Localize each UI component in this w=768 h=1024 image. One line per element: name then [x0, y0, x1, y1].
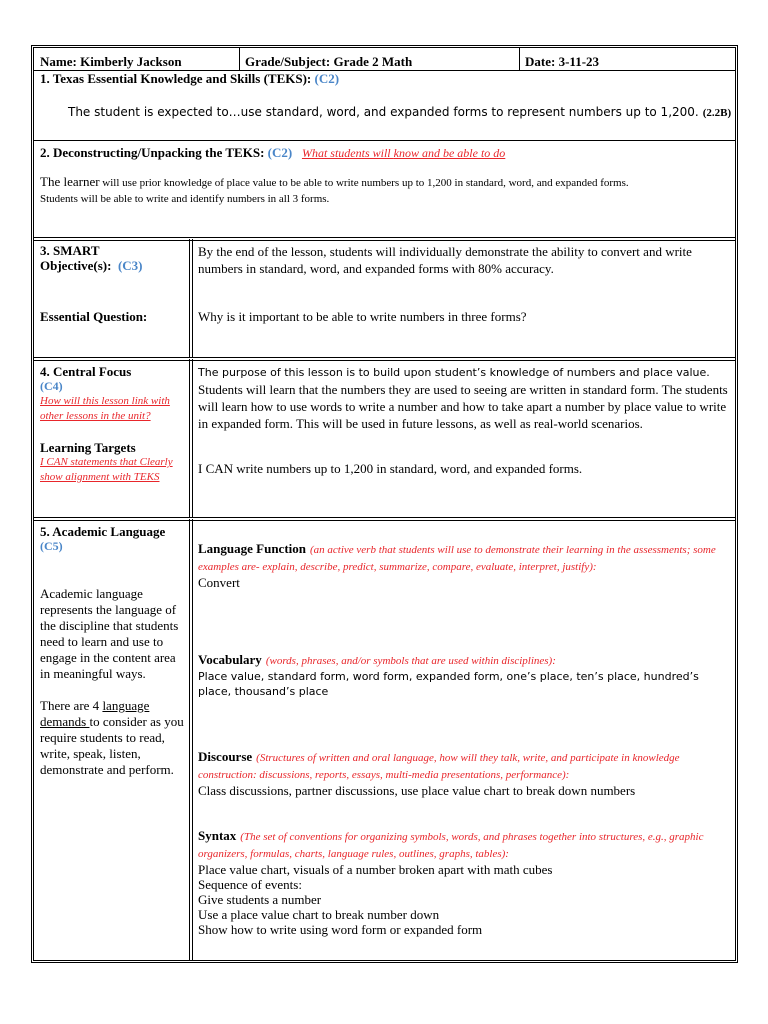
language-function-block — [198, 541, 735, 590]
row-divider — [34, 140, 735, 141]
column-divider — [189, 239, 193, 357]
vocabulary-value: Place value, standard form, word form, expanded form, one’s place, ten’s place, hundred’s place, thousand’s place — [198, 670, 699, 698]
academic-language-description: Academic language represents the language of the discipline that students need to learn and use to engage in the content area in meaningful ways. — [40, 586, 179, 681]
section2-title: 2. Deconstructing/Unpacking the TEKS: (C2) What students will know and be able to do — [40, 145, 506, 160]
language-function-label: Language Function — [198, 541, 306, 556]
name-label: Name: — [40, 54, 77, 69]
language-function-value: Convert — [198, 575, 240, 590]
central-focus-text: The purpose of this lesson is to build upon student’s knowledge of numbers and place value. Students will learn that the numbers they are used to seeing are written in standard form. The students will learn how to use words to write a number and how to take apart a number by place value to write in expanded form. This will be used in future lessons, as well as real-world scenarios. — [198, 366, 728, 431]
essential-question-label: Essential Question: — [40, 309, 148, 324]
section4-hint: How will this lesson link with other lessons in the unit? — [40, 395, 170, 422]
header-divider — [239, 48, 240, 70]
syntax-line: Place value chart, visuals of a number broken apart with math cubes — [198, 862, 553, 877]
section5-left — [40, 524, 188, 778]
syntax-line: Use a place value chart to break number down — [198, 907, 440, 922]
name-field — [40, 54, 182, 69]
syntax-line: Give students a number — [198, 892, 322, 907]
date-field — [525, 54, 599, 69]
vocabulary-label: Vocabulary — [198, 652, 262, 667]
syntax-line: Show how to write using word form or expanded form — [198, 922, 483, 937]
section4-left — [40, 364, 185, 485]
section2-code: (C2) — [267, 145, 293, 160]
section4-title: 4. Central Focus — [40, 364, 132, 379]
column-divider — [189, 359, 193, 517]
language-function-hint: (an active verb that students will use to demonstrate their learning in the assessments; some examples are- explain, describe, predict, summarize, compare, evaluate, interpret, justify): — [198, 544, 716, 573]
language-demands-text: There are 4 language demands to consider as you require students to read, write, speak, listen, demonstrate and perform. — [40, 698, 184, 777]
row-divider — [34, 357, 735, 361]
vocabulary-block — [198, 652, 735, 699]
learning-targets-hint: I CAN statements that Clearly show alignment with TEKS — [40, 456, 173, 483]
lesson-plan-table — [31, 45, 738, 963]
discourse-value: Class discussions, partner discussions, use place value chart to break down numbers — [198, 783, 636, 798]
smart-objective: By the end of the lesson, students will individually demonstrate the ability to convert and write numbers in standard, word, and expanded forms with 80% accuracy. — [198, 244, 692, 276]
syntax-line: Sequence of events: — [198, 877, 302, 892]
section4-code: (C4) — [40, 379, 63, 393]
vocabulary-hint: (words, phrases, and/or symbols that are used within disciplines): — [265, 655, 556, 667]
section3-code: (C3) — [117, 258, 143, 273]
unpacking-text: The learner will use prior knowledge of place value to be able to write numbers up to 1,200 in standard, word, and expanded forms. Students will be able to write and identify numbers in all 3 forms. — [40, 174, 629, 205]
syntax-block — [198, 828, 735, 937]
essential-question-text: Why is it important to be able to write numbers in three forms? — [198, 309, 527, 324]
grade-value: Grade 2 Math — [333, 54, 413, 69]
syntax-hint: (The set of conventions for organizing symbols, words, and phrases together into structures, e.g., graphic organizers, formulas, charts, language rules, outlines, graphs, tables): — [198, 831, 704, 860]
learning-targets-text: I CAN write numbers up to 1,200 in standard, word, and expanded forms. — [198, 461, 583, 476]
discourse-hint: (Structures of written and oral language, how will they talk, write, and participate in knowledge construction: discussions, reports, essays, multi-media presentations, performance): — [198, 752, 680, 781]
section2-hint: What students will know and be able to do — [301, 146, 506, 160]
grade-field — [245, 54, 412, 69]
grade-label: Grade/Subject: — [245, 54, 331, 69]
section5-code: (C5) — [40, 539, 63, 553]
section3-title: 3. SMART Objective(s): (C3) — [40, 243, 143, 273]
section1-title: 1. Texas Essential Knowledge and Skills (TEKS): (C2) — [40, 71, 340, 86]
header-divider — [519, 48, 520, 70]
teks-statement: The student is expected to…use standard, word, and expanded forms to represent numbers up to 1,200. (2.2B) — [68, 105, 732, 119]
row-divider — [34, 517, 735, 521]
column-divider — [189, 519, 193, 960]
date-value: 3-11-23 — [558, 54, 600, 69]
section1-code: (C2) — [314, 71, 340, 86]
syntax-label: Syntax — [198, 828, 237, 843]
discourse-block — [198, 749, 735, 798]
row-divider — [34, 237, 735, 241]
name-value: Kimberly Jackson — [80, 54, 182, 69]
discourse-label: Discourse — [198, 749, 253, 764]
section5-title: 5. Academic Language — [40, 524, 166, 539]
learning-targets-label: Learning Targets — [40, 440, 136, 455]
teks-ref: (2.2B) — [702, 107, 732, 119]
date-label: Date: — [525, 54, 556, 69]
